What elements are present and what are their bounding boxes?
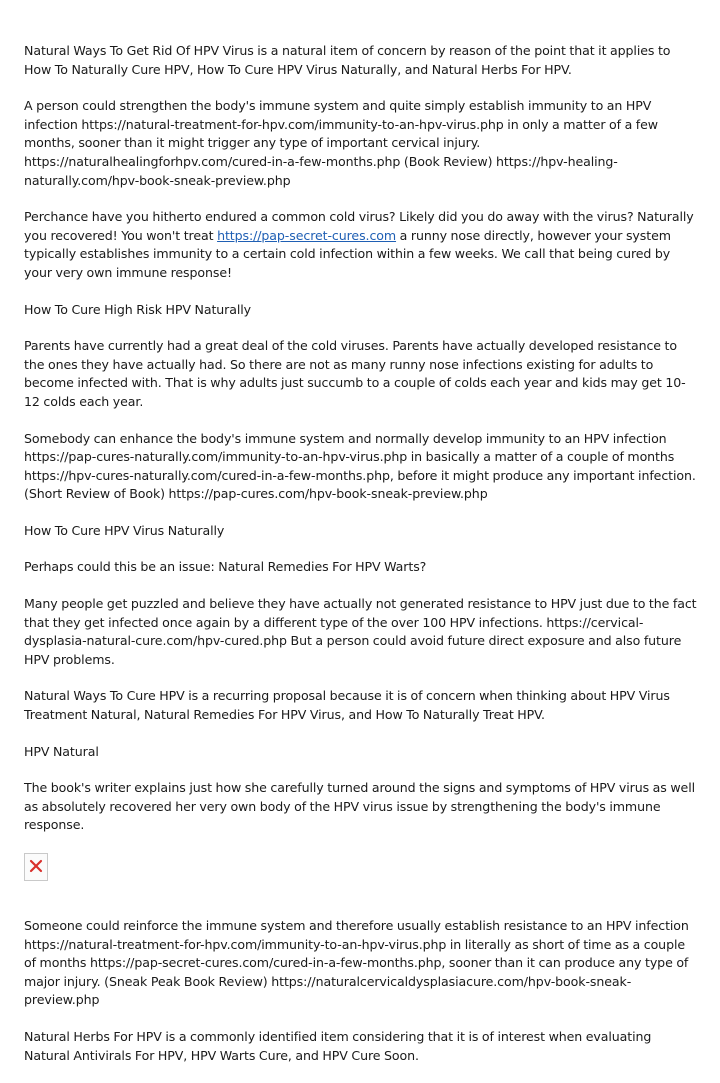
paragraph-text: Perchance have you hitherto endured a common cold virus? Likely did you do away with the virus? Naturally you recovered! You won't treat: [24, 209, 694, 243]
heading-high-risk-hpv: How To Cure High Risk HPV Naturally: [24, 301, 252, 317]
paragraph-puzzled-resistance: Many people get puzzled and believe they have actually not generated resistance to HPV just due to the fact that they get infected once again by a different type of the over 100 HPV infections. https://cervical-dysplasia-natural-cure.com/hpv-cured.php But a person could avoid future direct exposure and also future HPV problems.: [24, 596, 697, 667]
paragraph-immune-strengthen: A person could strengthen the body's immune system and quite simply establish immunity to an HPV infection https://natural-treatment-for-hpv.com/immunity-to-an-hpv-virus.php in only a matter of a few months, sooner than it might trigger any type of important cervical injury. https://naturalhealingforhpv.com/cured-in-a-few-months.php (Book Review) https://hpv-healing-naturally.com/hpv-book-sneak-preview.php: [24, 98, 658, 188]
paragraph-natural-ways: Natural Ways To Cure HPV is a recurring proposal because it is of concern when thinking about HPV Virus Treatment Natural, Natural Remedies For HPV Virus, and How To Naturally Treat HPV.: [24, 688, 670, 723]
broken-image-icon: [24, 853, 48, 881]
paragraph-parents-colds: Parents have currently had a great deal of the cold viruses. Parents have actually developed resistance to the ones they have actually had. So there are not as many runny nose infections existing for adults to become infected with. That is why adults just succumb to a couple of colds each year and kids may get 10-12 colds each year.: [24, 338, 686, 409]
paragraph-question-warts: Perhaps could this be an issue: Natural Remedies For HPV Warts?: [24, 559, 427, 575]
paragraph-reinforce-immune: Someone could reinforce the immune system and therefore usually establish resistance to an HPV infection https://natural-treatment-for-hpv.com/immunity-to-an-hpv-virus.php in literally as short of time as a couple of months https://pap-secret-cures.com/cured-in-a-few-months.php, sooner than it can produce any type of major injury. (Sneak Peak Book Review) https://naturalcervicaldysplasiacure.com/hpv-book-sneak-preview.php: [24, 918, 689, 1008]
paragraph-natural-herbs: Natural Herbs For HPV is a commonly identified item considering that it is of interest when evaluating Natural Antivirals For HPV, HPV Warts Cure, and HPV Cure Soon.: [24, 1028, 652, 1063]
pap-secret-cures-link[interactable]: https://pap-secret-cures.com: [217, 227, 397, 243]
paragraph-enhance-immune: Somebody can enhance the body's immune system and normally develop immunity to an HPV infection https://pap-cures-naturally.com/immunity-to-an-hpv-virus.php in basically a matter of a couple of months https://hpv-cures-naturally.com/cured-in-a-few-months.php, before it might produce any important infection. (Short Review of Book) https://pap-cures.com/hpv-book-sneak-preview.php: [24, 430, 696, 502]
paragraph-text: a runny nose directly, however your system typically establishes immunity to a certain cold infection within a few weeks. We call that being cured by your very own immune response!: [24, 227, 671, 280]
paragraph-common-cold: [24, 208, 700, 282]
close-icon: [29, 859, 43, 873]
heading-hpv-natural: HPV Natural: [24, 743, 99, 759]
paragraph-book-writer: The book's writer explains just how she carefully turned around the signs and symptoms of HPV virus as well as absolutely recovered her very own body of the HPV virus issue by strengthening the body's immune response.: [24, 780, 695, 833]
document-body: [24, 42, 700, 1083]
heading-cure-hpv-naturally: How To Cure HPV Virus Naturally: [24, 522, 225, 538]
paragraph-intro: Natural Ways To Get Rid Of HPV Virus is a natural item of concern by reason of the point that it applies to How To Naturally Cure HPV, How To Cure HPV Virus Naturally, and Natural Herbs For HPV.: [24, 43, 671, 77]
